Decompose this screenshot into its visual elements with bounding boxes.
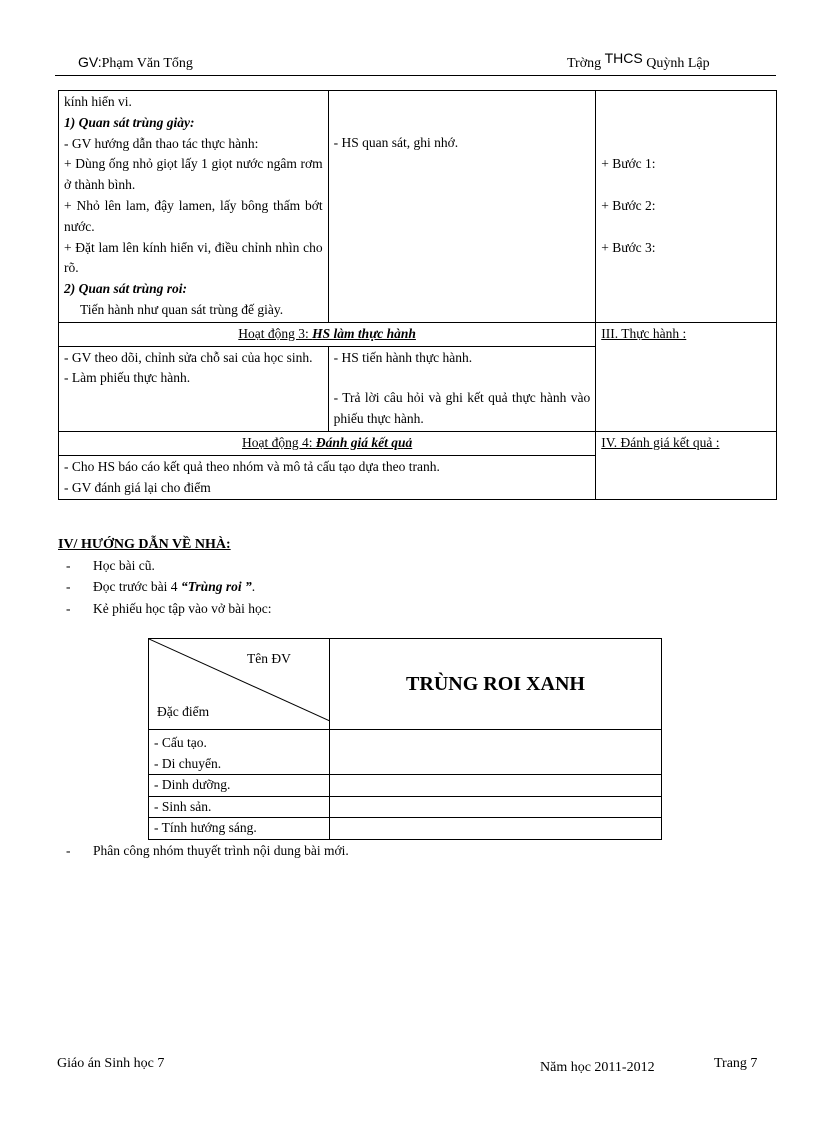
lesson-table: [58, 90, 777, 500]
list-item: - Học bài cũ.: [66, 558, 155, 573]
header-teacher: GV:Phạm Văn Tổng: [78, 54, 193, 71]
activity-3-heading: Hoạt động 3: HS làm thực hành: [59, 322, 596, 346]
table-row: [149, 775, 662, 797]
section-evaluation: IV. Đánh giá kết quả :: [596, 431, 777, 499]
worksheet-feature: - Tính hướng sáng.: [149, 818, 330, 840]
student-activity-cell: - HS quan sát, ghi nhớ.: [328, 91, 596, 323]
diagonal-header-cell: [149, 639, 330, 730]
table-row: [59, 322, 777, 346]
table-row: [149, 730, 662, 775]
activity-3-teacher: - GV theo dõi, chỉnh sửa chỗ sai của học sinh. - Làm phiếu thực hành.: [59, 346, 329, 431]
list-item: - Đọc trước bài 4 “Trùng roi ”.: [66, 579, 256, 594]
activity-4-heading: Hoạt động 4: Đánh giá kết quả: [59, 431, 596, 455]
row-label: Đặc điểm: [157, 704, 210, 719]
worksheet-answer-cell: [330, 775, 662, 797]
worksheet-answer-cell: [330, 796, 662, 818]
table-row: [59, 91, 777, 323]
worksheet-features: - Cấu tạo. - Di chuyển.: [149, 730, 330, 775]
table-row: [149, 639, 662, 730]
worksheet-title: TRÙNG ROI XANH: [330, 639, 662, 730]
section-practice: III. Thực hành :: [596, 322, 777, 431]
worksheet-feature: - Sinh sản.: [149, 796, 330, 818]
activity-4-content: - Cho HS báo cáo kết quả theo nhóm và mô tả cấu tạo dựa theo tranh. - GV đánh giá lại cho điểm: [59, 455, 596, 500]
table-row: [149, 796, 662, 818]
column-label: Tên ĐV: [247, 651, 291, 666]
activity-3-student: - HS tiến hành thực hành. - Trả lời câu hỏi và ghi kết quả thực hành vào phiếu thực hành.: [328, 346, 596, 431]
homework-title: IV/ HƯỚNG DẪN VỀ NHÀ:: [58, 537, 231, 552]
table-row: [149, 818, 662, 840]
worksheet-answer-cell: [330, 730, 662, 775]
table-row: [59, 431, 777, 455]
footer-page: Trang 7: [714, 1056, 758, 1071]
header-rule: [55, 75, 776, 76]
teacher-activity-cell: kính hiển vi. 1) Quan sát trùng giày: - GV hướng dẫn thao tác thực hành: + Dùng ống nhỏ giọt lấy 1 giọt nước ngâm rơm ở thành bình. + Nhỏ lên lam, đậy lamen, lấy bông thấm bớt nước. + Đặt lam lên kính hiển vi, điều chỉnh nhìn cho rõ. 2) Quan sát trùng roi: Tiến hành như quan sát trùng đế giày.: [59, 91, 329, 323]
header-school: Trờng THCS Quỳnh Lập: [567, 50, 710, 71]
worksheet-feature: - Dinh dưỡng.: [149, 775, 330, 797]
worksheet-answer-cell: [330, 818, 662, 840]
list-item: - Kẻ phiếu học tập vào vở bài học:: [66, 601, 272, 616]
content-cell: + Bước 1: + Bước 2: + Bước 3:: [596, 91, 777, 323]
list-item: - Phân công nhóm thuyết trình nội dung bài mới.: [66, 843, 349, 858]
worksheet-table: [148, 638, 662, 840]
footer-year: Năm học 2011-2012: [540, 1060, 655, 1075]
footer-left: Giáo án Sinh học 7: [57, 1056, 165, 1071]
